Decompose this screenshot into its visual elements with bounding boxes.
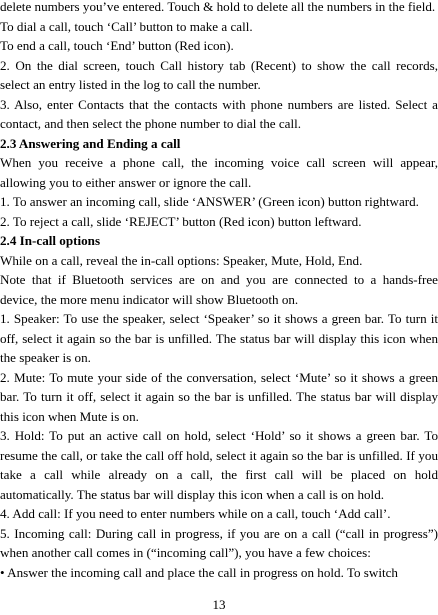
page-number: 13: [212, 597, 226, 612]
paragraph-call-history: 2. On the dial screen, touch Call history tab (Recent) to show the call records, select an entry listed in the log to call the number.: [0, 57, 438, 92]
paragraph-add-call: 4. Add call: If you need to enter numbers while on a call, touch ‘Add call’.: [0, 506, 391, 521]
paragraph-dial-call: To dial a call, touch ‘Call’ button to make a call.: [0, 18, 253, 34]
section-heading-answering: 2.3 Answering and Ending a call: [0, 135, 181, 151]
paragraph-end-call: To end a call, touch ‘End’ button (Red icon).: [0, 38, 234, 53]
paragraph-incoming-screen: When you receive a phone call, the incoming voice call screen will appear, allowing you to either answer or ignore the call.: [0, 155, 438, 190]
section-heading-in-call-options: 2.4 In-call options: [0, 233, 101, 248]
paragraph-bluetooth-note: Note that if Bluetooth services are on and you are connected to a hands-free device, the more menu indicator will show Bluetooth on.: [0, 272, 438, 307]
paragraph-answer-incoming: • Answer the incoming call and place the call in progress on hold. To switch: [0, 564, 398, 580]
paragraph-contacts: 3. Also, enter Contacts that the contacts with phone numbers are listed. Select a contact, and then select the phone number to dial the call.: [0, 96, 438, 131]
paragraph-reveal-options: While on a call, reveal the in-call options: Speaker, Mute, Hold, End.: [0, 252, 363, 268]
paragraph-delete-numbers: delete numbers you’ve entered. Touch & hold to delete all the numbers in the field.: [0, 0, 436, 14]
paragraph-hold: 3. Hold: To put an active call on hold, select ‘Hold’ so it shows a green bar. To resume the call, or take the call off hold, select it again so the bar is unfilled. If you take a call while already on a call, the first call will be placed on hold automatically. The status bar will display this icon when a call is on hold.: [0, 428, 438, 502]
paragraph-answer-call: 1. To answer an incoming call, slide ‘ANSWER’ (Green icon) button rightward.: [0, 194, 419, 209]
paragraph-incoming-call: 5. Incoming call: During call in progress, if you are on a call (“call in progress”) when another call comes in (“incoming call”), you have a few choices:: [0, 525, 438, 560]
paragraph-reject-call: 2. To reject a call, slide ‘REJECT’ button (Red icon) button leftward.: [0, 213, 362, 229]
paragraph-mute: 2. Mute: To mute your side of the conversation, select ‘Mute’ so it shows a green bar. To turn it off, select it again so the bar is unfilled. The status bar will display this icon when Mute is on.: [0, 369, 438, 424]
paragraph-speaker: 1. Speaker: To use the speaker, select ‘Speaker’ so it shows a green bar. To turn it off, select it again so the bar is unfilled. The status bar will display this icon when the speaker is on.: [0, 311, 438, 365]
